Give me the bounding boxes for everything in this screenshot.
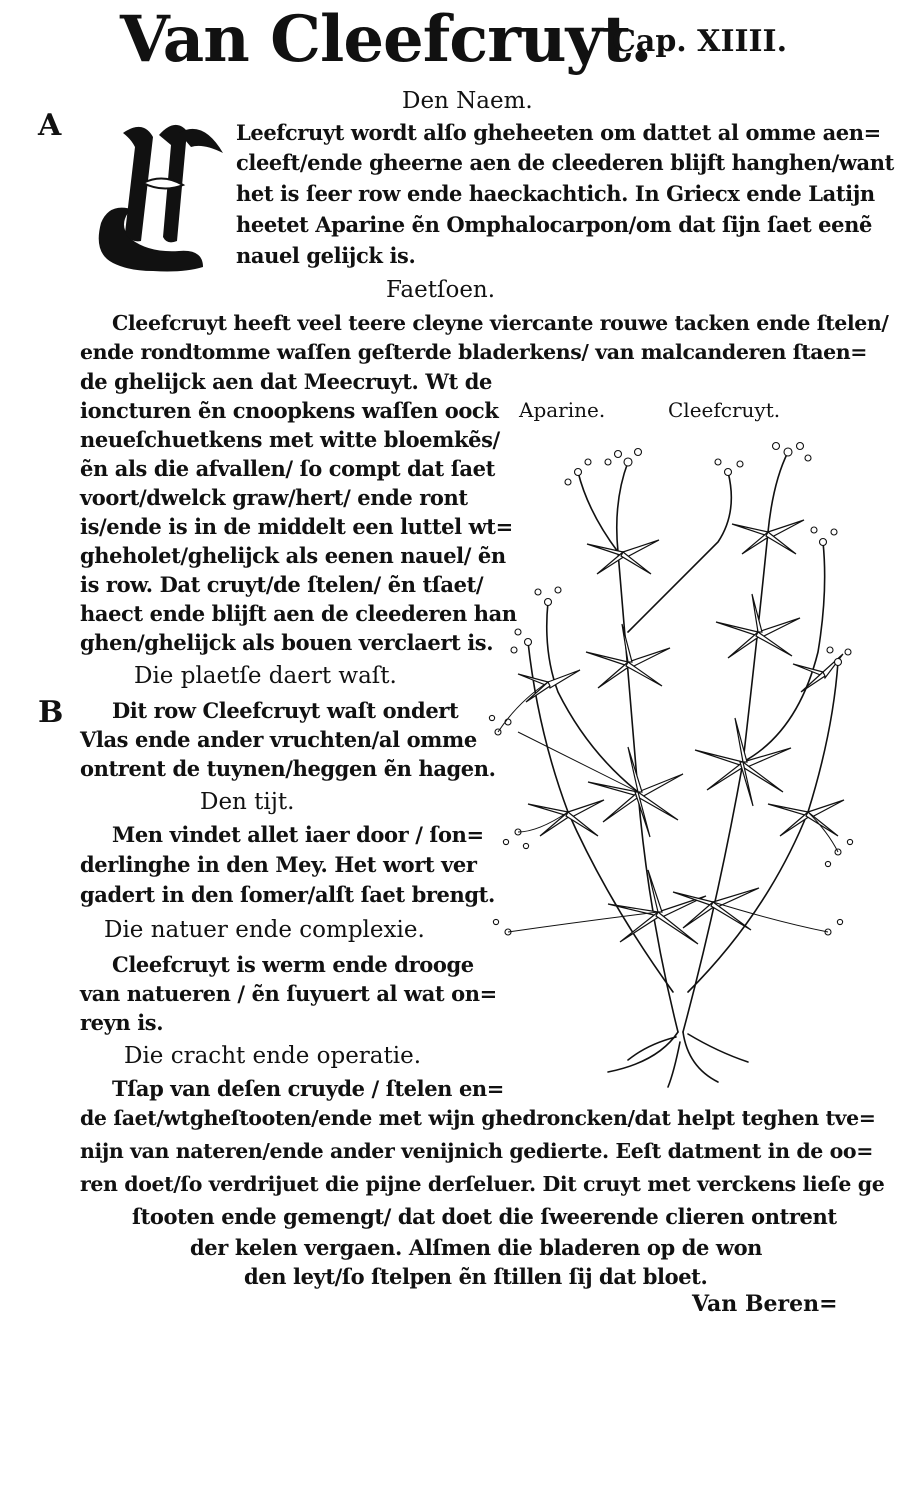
text-line: ſtooten ende gemengt/ dat doet die ſweerende clieren ontrent <box>132 1204 837 1229</box>
cleavers-plant-woodcut <box>478 432 858 1092</box>
decorated-initial-l <box>83 113 231 275</box>
text-line: Men vindet allet iaer door / ſon= <box>112 822 484 847</box>
figure-caption-latin: Aparine. <box>519 398 606 422</box>
text-line: Vlas ende ander vruchten/al omme <box>80 727 477 752</box>
section-heading-faetsoen: Faetſoen. <box>386 277 496 303</box>
text-line: gadert in den ſomer/alſt ſaet brengt. <box>80 882 495 907</box>
text-line: ẽn als die afvallen/ ſo compt dat ſaet <box>80 456 495 481</box>
text-line: Tſap van deſen cruyde / ſtelen en= <box>112 1076 504 1101</box>
section-heading-plaetse: Die plaetſe daert waſt. <box>134 663 397 689</box>
text-line: de ſaet/wtgheſtooten/ende met wijn ghedroncken/dat helpt teghen tve= <box>80 1106 876 1130</box>
text-line: voort/dwelck graw/hert/ ende ront <box>80 485 468 510</box>
text-line: van natueren / ẽn ſuyuert al wat on= <box>80 981 497 1006</box>
text-line: Cleefcruyt is werm ende drooge <box>112 952 474 977</box>
section-heading-naem: Den Naem. <box>402 88 533 114</box>
section-heading-natuer: Die natuer ende complexie. <box>104 917 425 943</box>
text-line: ghen/ghelijck als bouen verclaert is. <box>80 630 494 655</box>
section-heading-cracht: Die cracht ende operatie. <box>124 1043 422 1069</box>
text-line: ioncturen ẽn cnoopkens waſſen oock <box>80 398 499 423</box>
text-line: Leefcruyt wordt alſo gheheeten om dattet al omme aen= <box>236 120 881 145</box>
chapter-number: Cap. XIIII. <box>612 24 788 59</box>
text-line: neueſchuetkens met witte bloemkẽs/ <box>80 427 500 452</box>
text-line: haect ende blijft aen de cleederen han <box>80 601 517 626</box>
text-line: is row. Dat cruyt/de ſtelen/ ẽn tſaet/ <box>80 572 484 597</box>
page-title: Van Cleefcruyt. <box>120 2 652 77</box>
text-line: ende rondtomme waſſen geſterde bladerkens/ van malcanderen ſtaen= <box>80 340 868 364</box>
text-line: gheholet/ghelijck als eenen nauel/ ẽn <box>80 543 506 568</box>
margin-letter-b: B <box>38 695 64 730</box>
text-line: den leyt/ſo ſtelpen ẽn ſtillen ſij dat bloet. <box>244 1264 708 1289</box>
text-line: cleeft/ende gheerne aen de cleederen blijft hanghen/want <box>236 150 894 175</box>
section-heading-tijt: Den tijt. <box>200 789 295 815</box>
figure-caption-dutch: Cleefcruyt. <box>668 398 781 422</box>
text-line: der kelen vergaen. Alſmen die bladeren op de won <box>190 1235 763 1260</box>
text-line: nauel gelijck is. <box>236 243 416 268</box>
text-line: Cleefcruyt heeft veel teere cleyne viercante rouwe tacken ende ſtelen/ <box>112 311 889 335</box>
text-line: ontrent de tuynen/heggen ẽn hagen. <box>80 756 496 781</box>
text-line: Dit row Cleefcruyt waſt ondert <box>112 698 459 723</box>
text-line: is/ende is in de middelt een luttel wt= <box>80 514 513 539</box>
text-line: nijn van nateren/ende ander venijnich gedierte. Eeſt datment in de oo= <box>80 1139 873 1163</box>
text-line: heetet Aparine ẽn Omphalocarpon/om dat ſijn ſaet eenẽ <box>236 212 872 237</box>
text-line: ren doet/ſo verdrijuet die pijne derſeluer. Dit cruyt met verckens lieſe ge <box>80 1172 885 1196</box>
catchword: Van Beren= <box>692 1291 838 1317</box>
text-line: derlinghe in den Mey. Het wort ver <box>80 852 477 877</box>
text-line: het is ſeer row ende haeckachtich. In Griecx ende Latijn <box>236 181 875 206</box>
margin-letter-a: A <box>38 108 62 143</box>
text-line: reyn is. <box>80 1010 164 1035</box>
text-line: de ghelijck aen dat Meecruyt. Wt de <box>80 369 492 394</box>
